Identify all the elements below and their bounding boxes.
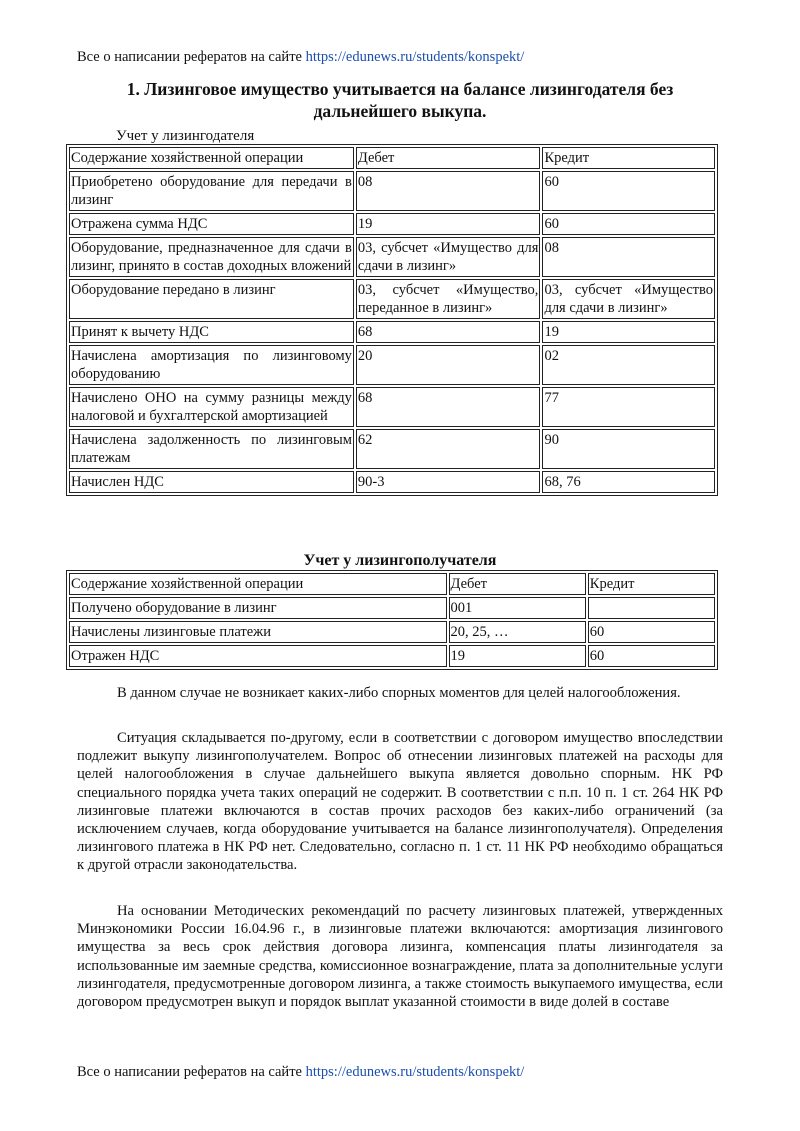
debit-cell: 68: [356, 321, 541, 343]
table-header-row: [69, 147, 715, 169]
operation-cell: Начислена задолженность по лизинговым платежам: [69, 429, 354, 469]
table-row: [69, 597, 715, 619]
column-header: Кредит: [588, 573, 715, 595]
credit-cell: 60: [588, 645, 715, 667]
credit-cell: 60: [588, 621, 715, 643]
operation-cell: Оборудование, предназначенное для сдачи в лизинг, принято в состав доходных вложений: [69, 237, 354, 277]
debit-cell: 19: [356, 213, 541, 235]
page-header: [77, 49, 524, 66]
debit-cell: 20: [356, 345, 541, 385]
lessee-accounting-table: [66, 570, 718, 670]
credit-cell: 19: [542, 321, 715, 343]
table-row: [69, 429, 715, 469]
debit-cell: 90-3: [356, 471, 541, 493]
operation-cell: Начислено ОНО на сумму разницы между налоговой и бухгалтерской амортизацией: [69, 387, 354, 427]
operation-cell: Начислены лизинговые платежи: [69, 621, 447, 643]
table-row: [69, 645, 715, 667]
table-row: [69, 213, 715, 235]
credit-cell: 77: [542, 387, 715, 427]
operation-cell: Начислена амортизация по лизинговому оборудованию: [69, 345, 354, 385]
debit-cell: 001: [449, 597, 586, 619]
column-header: Дебет: [449, 573, 586, 595]
credit-cell: 90: [542, 429, 715, 469]
credit-cell: 60: [542, 213, 715, 235]
operation-cell: Оборудование передано в лизинг: [69, 279, 354, 319]
footer-text: Все о написании рефератов на сайте: [77, 1064, 306, 1080]
debit-cell: 03, субсчет «Имущество, переданное в лизинг»: [356, 279, 541, 319]
table-header-row: [69, 573, 715, 595]
page-footer: [77, 1064, 524, 1081]
table-row: [69, 237, 715, 277]
operation-cell: Получено оборудование в лизинг: [69, 597, 447, 619]
table-row: [69, 471, 715, 493]
table-row: [69, 345, 715, 385]
debit-cell: 08: [356, 171, 541, 211]
debit-cell: 62: [356, 429, 541, 469]
credit-cell: 03, субсчет «Имущество для сдачи в лизинг»: [542, 279, 715, 319]
debit-cell: 20, 25, …: [449, 621, 586, 643]
operation-cell: Отражена сумма НДС: [69, 213, 354, 235]
column-header: Дебет: [356, 147, 541, 169]
table-row: [69, 621, 715, 643]
debit-cell: 19: [449, 645, 586, 667]
column-header: Содержание хозяйственной операции: [69, 573, 447, 595]
debit-cell: 68: [356, 387, 541, 427]
operation-cell: Принят к вычету НДС: [69, 321, 354, 343]
table2-caption: Учет у лизингополучателя: [303, 552, 497, 569]
table-row: [69, 387, 715, 427]
body-paragraph: На основании Методических рекомендаций по расчету лизинговых платежей, утвержденных Минэкономики России 16.04.96 г., в лизинговые платежи включаются: амортизация лизингового имущества за весь срок действия договора лизинга, компенсация платы лизингодателя за использованные им заемные средства, комиссионное вознаграждение, плата за дополнительные услуги лизингодателя, предусмотренные договором лизинга, а также стоимость выкупаемого имущества, если договором предусмотрен выкуп и порядок выплат указанной стоимости в виде долей в составе: [77, 903, 723, 1011]
table-row: [69, 171, 715, 211]
header-link[interactable]: https://edunews.ru/students/konspekt/: [305, 49, 525, 65]
column-header: Кредит: [542, 147, 715, 169]
lessor-accounting-table: [66, 144, 718, 496]
credit-cell: 68, 76: [542, 471, 715, 493]
body-paragraph: Ситуация складывается по-другому, если в соответствии с договором имущество впоследствии подлежит выкупу лизингополучателем. Вопрос об отнесении лизинговых платежей на расходы для целей налогообложения в случае дальнейшего выкупа является довольно спорным. НК РФ специального порядка учета таких операций не содержит. В соответствии с п.п. 10 п. 1 ст. 264 НК РФ лизинговые платежи включаются в состав прочих расходов без каких-либо ограничений (за исключением случаев, когда оборудование учитывается на балансе лизингополучателя). Определения лизингового платежа в НК РФ нет. Следовательно, согласно п. 1 ст. 11 НК РФ необходимо обращаться к другой отрасли законодательства.: [77, 730, 723, 874]
table1-caption: Учет у лизингодателя: [116, 128, 255, 144]
column-header: Содержание хозяйственной операции: [69, 147, 354, 169]
credit-cell: [588, 597, 715, 619]
table-row: [69, 321, 715, 343]
body-paragraph: В данном случае не возникает каких-либо спорных моментов для целей налогообложения.: [117, 685, 681, 701]
header-text: Все о написании рефератов на сайте: [77, 49, 306, 65]
credit-cell: 60: [542, 171, 715, 211]
footer-link[interactable]: https://edunews.ru/students/konspekt/: [305, 1064, 525, 1080]
credit-cell: 08: [542, 237, 715, 277]
section-title: 1. Лизинговое имущество учитывается на балансе лизингодателя без дальнейшего выкупа.: [126, 79, 674, 121]
operation-cell: Отражен НДС: [69, 645, 447, 667]
operation-cell: Приобретено оборудование для передачи в лизинг: [69, 171, 354, 211]
table-row: [69, 279, 715, 319]
debit-cell: 03, субсчет «Имущество для сдачи в лизинг»: [356, 237, 541, 277]
credit-cell: 02: [542, 345, 715, 385]
operation-cell: Начислен НДС: [69, 471, 354, 493]
